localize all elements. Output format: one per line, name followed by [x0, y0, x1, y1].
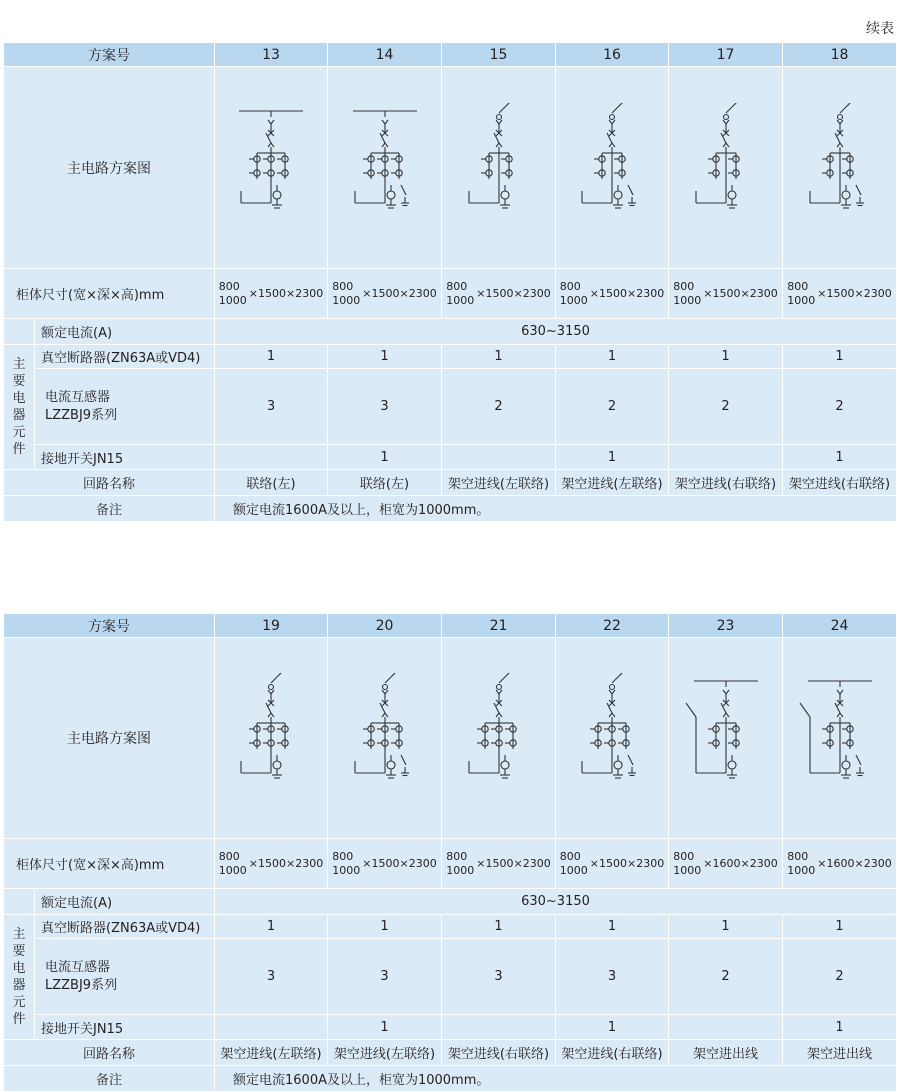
circuit-name: 联络(左)	[215, 470, 328, 496]
ct-count: 2	[556, 369, 669, 445]
single-line-diagram	[676, 103, 776, 233]
width-800: 800	[559, 279, 581, 293]
circuit-diagram	[556, 638, 669, 839]
single-line-diagram	[335, 103, 435, 233]
breaker-count: 1	[215, 345, 328, 369]
ct-count: 3	[556, 939, 669, 1015]
earth-switch-count: 1	[783, 1015, 897, 1040]
breaker-row	[4, 915, 897, 939]
scheme-number: 21	[442, 614, 556, 638]
circuit-diagram	[556, 67, 669, 269]
ct-row	[4, 369, 897, 445]
width-1000: 1000	[559, 293, 588, 307]
earth-switch-count	[215, 1015, 328, 1040]
dimension-label: 柜体尺寸(宽×深×高)mm	[4, 269, 215, 319]
depth-height: ×1500×2300	[248, 287, 324, 300]
width-800: 800	[446, 279, 468, 293]
single-line-diagram	[335, 673, 435, 803]
breaker-count: 1	[442, 345, 556, 369]
depth-height: ×1500×2300	[476, 287, 551, 300]
single-line-diagram	[449, 103, 549, 233]
scheme-number: 19	[215, 614, 328, 638]
width-1000: 1000	[332, 863, 361, 877]
earth-switch-count: 1	[328, 445, 442, 470]
rated-current-row	[4, 319, 897, 345]
diagram-label: 主电路方案图	[4, 67, 215, 269]
circuit-name-label: 回路名称	[4, 1040, 215, 1066]
ct-label: 电流互感器 LZZBJ9系列	[35, 369, 215, 445]
earth-switch-row	[4, 1015, 897, 1040]
scheme-number: 22	[556, 614, 669, 638]
earth-switch-row	[4, 445, 897, 470]
note-row	[4, 496, 897, 522]
single-line-diagram	[221, 103, 321, 233]
depth-height: ×1500×2300	[703, 287, 778, 300]
depth-height: ×1500×2300	[362, 287, 437, 300]
note-label: 备注	[4, 496, 215, 522]
scheme-number: 23	[669, 614, 783, 638]
circuit-diagram	[669, 638, 783, 839]
earth-switch-count: 1	[556, 1015, 669, 1040]
circuit-diagram	[328, 67, 442, 269]
scheme-number-label: 方案号	[4, 614, 215, 638]
earth-switch-count	[442, 1015, 556, 1040]
single-line-diagram	[676, 673, 776, 803]
single-line-diagram	[790, 103, 890, 233]
circuit-name-label: 回路名称	[4, 470, 215, 496]
width-800: 800	[787, 279, 809, 293]
scheme-number: 14	[328, 43, 442, 67]
breaker-count: 1	[328, 345, 442, 369]
circuit-diagram	[215, 67, 328, 269]
width-1000: 1000	[787, 293, 816, 307]
dimension-row	[4, 269, 897, 319]
circuit-name-row	[4, 470, 897, 496]
scheme-number-row	[4, 43, 897, 67]
scheme-number-row	[4, 614, 897, 638]
ct-label: 电流互感器 LZZBJ9系列	[35, 939, 215, 1015]
scheme-number: 13	[215, 43, 328, 67]
ct-count: 2	[783, 369, 897, 445]
dimension-cell	[556, 269, 669, 319]
scheme-number: 24	[783, 614, 897, 638]
ct-count: 3	[328, 939, 442, 1015]
note-label: 备注	[4, 1066, 215, 1092]
single-line-diagram	[221, 673, 321, 803]
width-1000: 1000	[332, 293, 361, 307]
circuit-diagram	[442, 67, 556, 269]
main-components-label: 主 要 电 器 元 件	[4, 345, 35, 470]
ct-count: 3	[442, 939, 556, 1015]
earth-switch-count	[669, 445, 783, 470]
ct-count: 2	[669, 369, 783, 445]
breaker-count: 1	[328, 915, 442, 939]
breaker-count: 1	[556, 345, 669, 369]
width-1000: 1000	[787, 863, 816, 877]
dimension-cell	[669, 269, 783, 319]
circuit-diagram	[783, 638, 897, 839]
breaker-count: 1	[783, 345, 897, 369]
earth-switch-count: 1	[556, 445, 669, 470]
note-text: 额定电流1600A及以上，柜宽为1000mm。	[215, 496, 897, 522]
ct-count: 3	[215, 939, 328, 1015]
dimension-cell	[442, 839, 556, 889]
dimension-cell	[215, 839, 328, 889]
breaker-label: 真空断路器(ZN63A或VD4)	[35, 915, 215, 939]
dimension-cell	[328, 839, 442, 889]
breaker-row	[4, 345, 897, 369]
depth-height: ×1600×2300	[703, 857, 778, 870]
continued-label: 续表	[866, 21, 894, 37]
earth-switch-count: 1	[328, 1015, 442, 1040]
breaker-count: 1	[783, 915, 897, 939]
dimension-cell	[215, 269, 328, 319]
scheme-number: 20	[328, 614, 442, 638]
ct-count: 3	[328, 369, 442, 445]
dimension-cell	[556, 839, 669, 889]
earth-switch-count	[442, 445, 556, 470]
circuit-name: 架空进线(右联络)	[783, 470, 897, 496]
scheme-number: 17	[669, 43, 783, 67]
circuit-diagram	[669, 67, 783, 269]
circuit-name: 架空进线(右联络)	[556, 1040, 669, 1066]
width-800: 800	[446, 849, 468, 863]
width-800: 800	[787, 849, 809, 863]
width-800: 800	[218, 279, 240, 293]
rated-current-value: 630~3150	[215, 889, 897, 915]
diagram-row	[4, 67, 897, 269]
circuit-name: 联络(左)	[328, 470, 442, 496]
dimension-cell	[783, 269, 897, 319]
breaker-count: 1	[556, 915, 669, 939]
depth-height: ×1500×2300	[589, 287, 665, 300]
rated-current-label: 额定电流(A)	[35, 319, 215, 345]
single-line-diagram	[790, 673, 890, 803]
circuit-name: 架空进线(左联络)	[442, 470, 556, 496]
ct-count: 2	[442, 369, 556, 445]
main-components-label: 主 要 电 器 元 件	[4, 915, 35, 1040]
circuit-name: 架空进出线	[669, 1040, 783, 1066]
circuit-name: 架空进线(左联络)	[556, 470, 669, 496]
circuit-name: 架空进线(左联络)	[328, 1040, 442, 1066]
scheme-number: 18	[783, 43, 897, 67]
ct-row	[4, 939, 897, 1015]
depth-height: ×1500×2300	[476, 857, 551, 870]
circuit-diagram	[783, 67, 897, 269]
width-800: 800	[332, 279, 354, 293]
circuit-diagram	[215, 638, 328, 839]
rated-current-label: 额定电流(A)	[35, 889, 215, 915]
width-1000: 1000	[559, 863, 588, 877]
breaker-count: 1	[669, 915, 783, 939]
earth-switch-count	[669, 1015, 783, 1040]
width-1000: 1000	[446, 863, 475, 877]
dimension-row	[4, 839, 897, 889]
width-800: 800	[332, 849, 354, 863]
earth-switch-label: 接地开关JN15	[35, 1015, 215, 1040]
width-1000: 1000	[218, 863, 247, 877]
single-line-diagram	[449, 673, 549, 803]
circuit-name: 架空进线(右联络)	[669, 470, 783, 496]
note-text: 额定电流1600A及以上，柜宽为1000mm。	[215, 1066, 897, 1092]
single-line-diagram	[562, 103, 662, 233]
ct-count: 2	[783, 939, 897, 1015]
depth-height: ×1500×2300	[248, 857, 324, 870]
dimension-cell	[669, 839, 783, 889]
circuit-name-row	[4, 1040, 897, 1066]
ct-count: 3	[215, 369, 328, 445]
rated-current-row	[4, 889, 897, 915]
depth-height: ×1600×2300	[817, 857, 892, 870]
diagram-label: 主电路方案图	[4, 638, 215, 839]
depth-height: ×1500×2300	[362, 857, 437, 870]
breaker-count: 1	[669, 345, 783, 369]
breaker-label: 真空断路器(ZN63A或VD4)	[35, 345, 215, 369]
breaker-count: 1	[215, 915, 328, 939]
width-800: 800	[673, 849, 695, 863]
width-1000: 1000	[673, 863, 702, 877]
dimension-cell	[442, 269, 556, 319]
circuit-diagram	[328, 638, 442, 839]
scheme-number: 16	[556, 43, 669, 67]
width-1000: 1000	[446, 293, 475, 307]
circuit-name: 架空进线(右联络)	[442, 1040, 556, 1066]
diagram-row	[4, 638, 897, 839]
width-1000: 1000	[218, 293, 247, 307]
dimension-label: 柜体尺寸(宽×深×高)mm	[4, 839, 215, 889]
depth-height: ×1500×2300	[589, 857, 665, 870]
note-row	[4, 1066, 897, 1092]
width-800: 800	[673, 279, 695, 293]
earth-switch-count: 1	[783, 445, 897, 470]
circuit-name: 架空进线(左联络)	[215, 1040, 328, 1066]
scheme-table	[3, 42, 897, 522]
dimension-cell	[328, 269, 442, 319]
scheme-table	[3, 613, 897, 1092]
depth-height: ×1500×2300	[817, 287, 892, 300]
width-800: 800	[218, 849, 240, 863]
breaker-count: 1	[442, 915, 556, 939]
width-1000: 1000	[673, 293, 702, 307]
ct-count: 2	[669, 939, 783, 1015]
scheme-number: 15	[442, 43, 556, 67]
rated-current-value: 630~3150	[215, 319, 897, 345]
width-800: 800	[559, 849, 581, 863]
circuit-diagram	[442, 638, 556, 839]
dimension-cell	[783, 839, 897, 889]
earth-switch-count	[215, 445, 328, 470]
single-line-diagram	[562, 673, 662, 803]
scheme-number-label: 方案号	[4, 43, 215, 67]
earth-switch-label: 接地开关JN15	[35, 445, 215, 470]
circuit-name: 架空进出线	[783, 1040, 897, 1066]
